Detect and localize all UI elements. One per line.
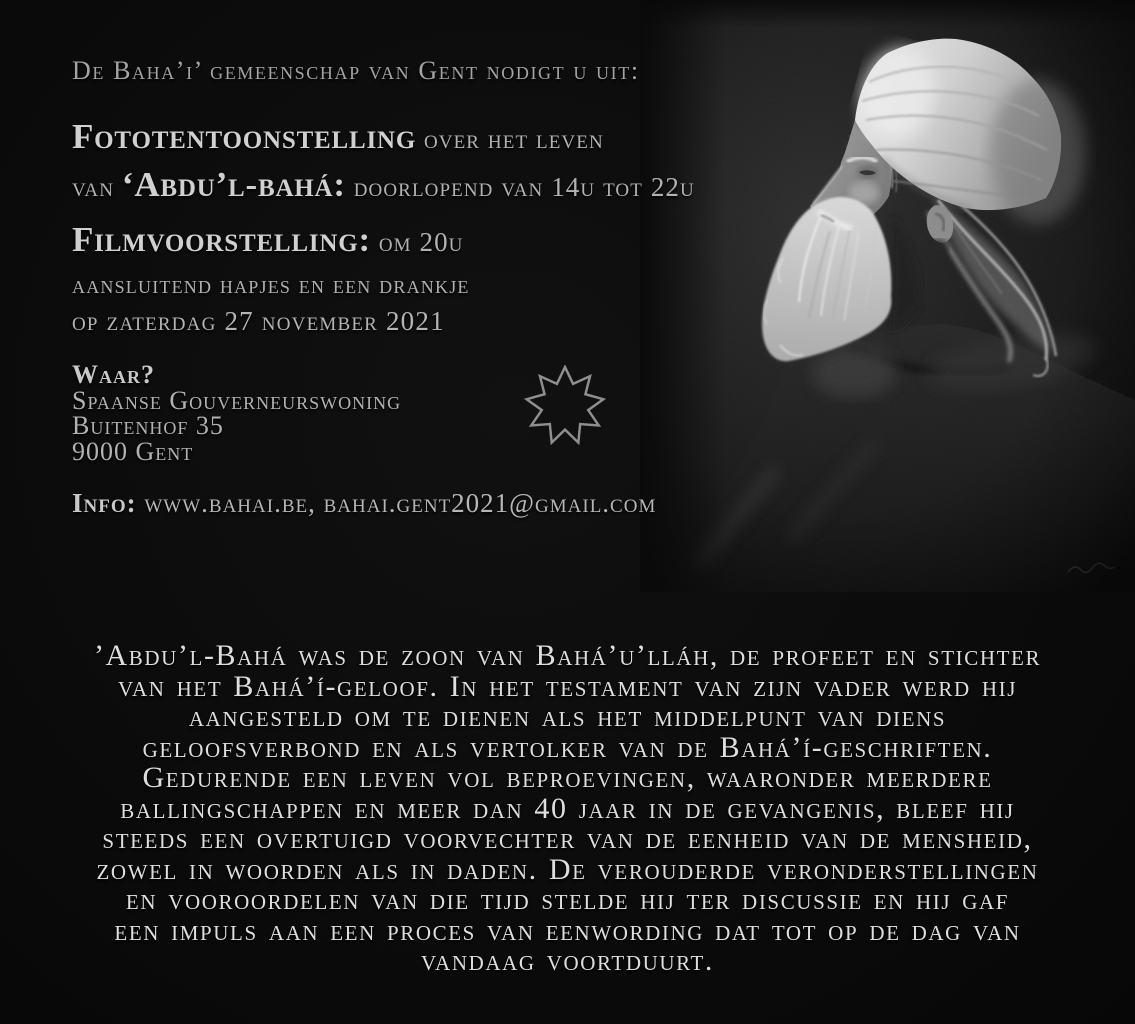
venue-street: Buitenhof 35 <box>72 411 224 440</box>
expo-line2-prefix: van <box>72 172 122 202</box>
nine-pointed-star-icon <box>524 365 606 447</box>
venue-city: 9000 Gent <box>72 436 194 466</box>
nine-pointed-star-outline <box>527 367 604 443</box>
bio-line: steeds een overtuigd voorvechter van de eenheid van de mensheid, <box>102 822 1033 855</box>
bio-line: ’Abdu’l-Bahá was de zoon van Bahá’u’lláh, de profeet en stichter <box>93 639 1042 672</box>
expo-line-1 <box>72 116 695 164</box>
date-line: op zaterdag 27 november 2021 <box>72 306 445 336</box>
bio-line: en vooroordelen van die tijd stelde hij ter discussie en hij gaf <box>125 883 1010 916</box>
venue-block <box>72 362 401 464</box>
bio-line: ballingschappen en meer dan 40 jaar in de gevangenis, bleef hij <box>120 791 1015 825</box>
portrait-photo-abdul-baha <box>640 0 1135 592</box>
bio-paragraph <box>40 641 1095 977</box>
venue-name: Spaanse Gouverneurswoning <box>72 385 402 415</box>
invite-line: De Baha’i’ gemeenschap van Gent nodigt u uit: <box>72 56 640 85</box>
info-label: Info: <box>72 488 137 518</box>
bio-line: aangesteld om te dienen als het middelpunt van diens <box>188 700 947 733</box>
venue-label: Waar? <box>72 360 155 389</box>
bio-line: Gedurende een leven vol beproevingen, waaronder meerdere <box>142 761 993 794</box>
film-heading <box>72 221 470 304</box>
expo-line2-rest: doorlopend van 14u tot 22u <box>345 172 695 202</box>
film-line-1 <box>72 221 470 266</box>
film-after-title: om 20u <box>370 227 464 257</box>
expo-heading <box>72 116 695 212</box>
bio-line: van het Bahá’í-geloof. In het testament van zijn vader werd hij <box>117 669 1018 703</box>
expo-line2-name: ‘Abdu’l-bahá: <box>121 165 346 204</box>
info-contact-text: www.bahai.be, bahai.gent2021@gmail.com <box>136 488 657 518</box>
bio-line: vandaag voortduurt. <box>421 944 714 977</box>
film-title: Filmvoorstelling: <box>72 220 371 259</box>
expo-title: Fototentoonstelling <box>72 117 417 156</box>
info-line <box>72 488 656 519</box>
bio-line: een impuls aan een proces van eenwording dat tot op de dag van <box>114 913 1021 947</box>
bio-line: zowel in woorden als in daden. De verouderde veronderstellingen <box>96 852 1039 886</box>
expo-line-2 <box>72 164 695 212</box>
expo-after-title: over het leven <box>416 124 604 154</box>
film-line-2: aansluitend hapjes en een drankje <box>72 270 470 299</box>
bio-line: geloofsverbond en als vertolker van de Bahá’í-geschriften. <box>142 730 993 764</box>
